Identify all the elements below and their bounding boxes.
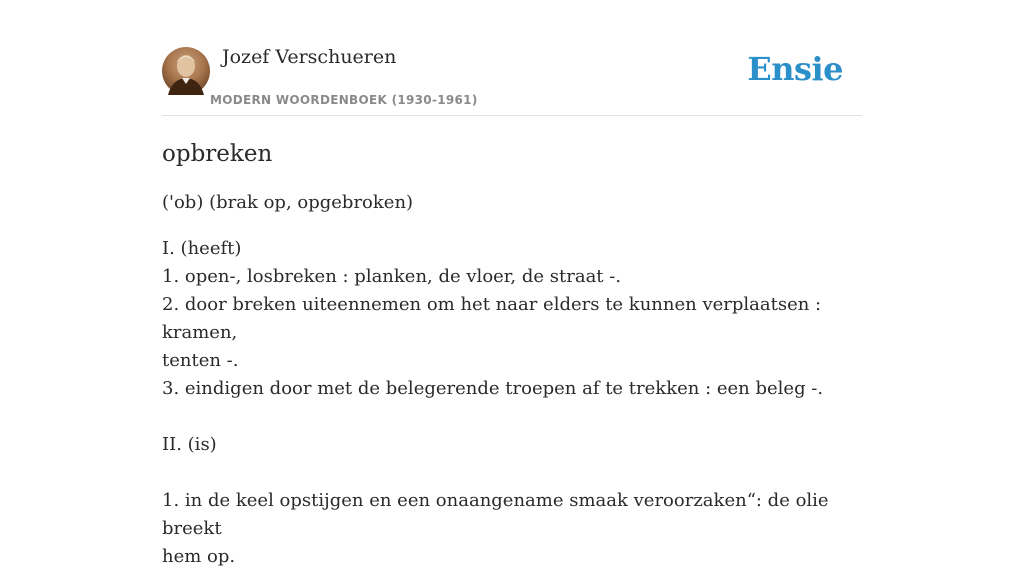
brand-logo-link[interactable]: Ensie — [747, 50, 843, 88]
definition-line: I. (heeft) — [162, 238, 242, 259]
definition-line — [162, 459, 862, 487]
source-name[interactable]: MODERN WOORDENBOEK (1930-1961) — [210, 93, 478, 107]
entry-title: opbreken — [162, 141, 273, 167]
entry-content — [162, 138, 862, 571]
author-avatar[interactable] — [162, 47, 210, 95]
author-name[interactable]: Jozef Verschueren — [222, 46, 397, 68]
author-portrait-icon — [162, 47, 210, 95]
definition-line: 1. open-, losbreken : planken, de vloer, de straat -. — [162, 266, 622, 287]
definition-line: hem op. — [162, 546, 236, 567]
entry-definitions — [162, 235, 862, 571]
header — [162, 44, 862, 116]
definition-line: 3. eindigen door met de belegerende troepen af te trekken : een beleg -. — [162, 378, 824, 399]
definition-line: tenten -. — [162, 350, 239, 371]
definition-line: 2. door breken uiteennemen om het naar elders te kunnen verplaatsen : kramen, — [162, 294, 822, 343]
definition-line — [162, 403, 862, 431]
definition-line: II. (is) — [162, 434, 217, 455]
definition-line: 1. in de keel opstijgen en een onaangename smaak veroorzaken“: de olie breekt — [162, 490, 829, 539]
entry-pronunciation: ('ob) (brak op, opgebroken) — [162, 192, 414, 213]
